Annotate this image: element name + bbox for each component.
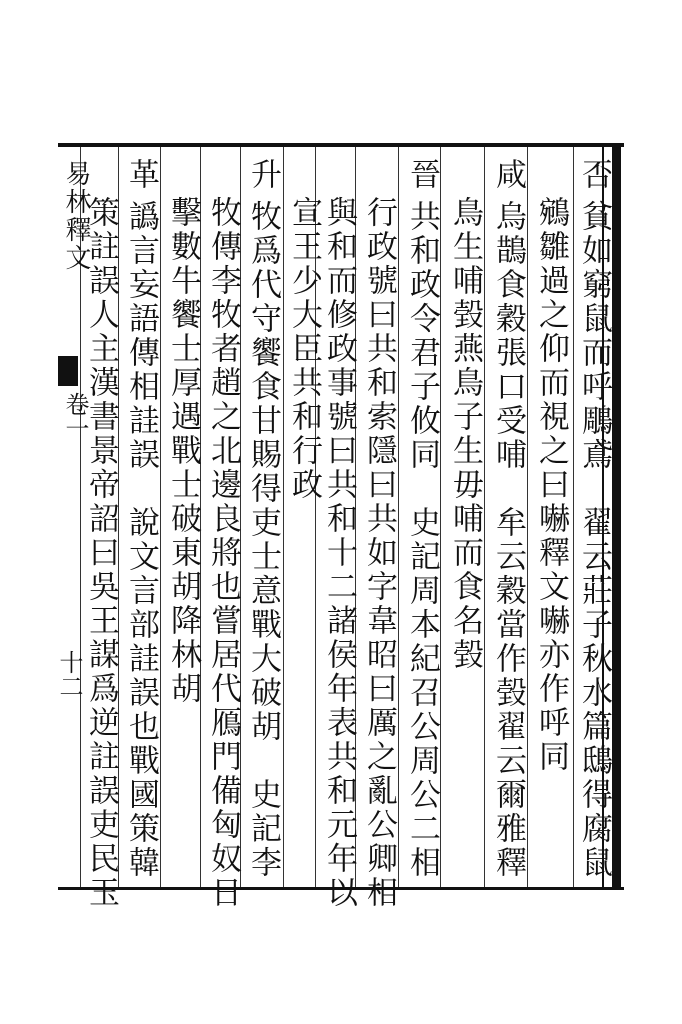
- column-rule: [484, 147, 485, 887]
- hexagram-heading: 革: [123, 158, 159, 192]
- text-column: [204, 196, 242, 910]
- text-column: [532, 196, 570, 774]
- hexagram-heading: 晉: [404, 158, 440, 192]
- column-text: 譌言妄語傳相詿誤 說文言部詿誤也戰國策韓: [123, 200, 159, 880]
- text-column: [164, 196, 202, 706]
- fishtail-mark: [58, 356, 78, 386]
- text-column: [285, 196, 323, 502]
- text-column: [446, 196, 484, 672]
- column-text: 擊數牛饗士厚遇戰士破東胡降林胡: [165, 196, 201, 706]
- margin-volume: 卷一: [61, 392, 89, 440]
- column-rule: [527, 147, 528, 887]
- hexagram-heading: 否: [576, 158, 612, 192]
- column-text: 烏鵲食穀張口受哺 牟云穀當作㲄翟云爾雅釋: [490, 200, 526, 880]
- column-text: 行政號曰共和索隱曰共如字韋昭曰厲之亂公卿相: [361, 196, 397, 910]
- column-rule: [283, 147, 284, 887]
- margin-book-title: 易林釋文: [61, 160, 91, 272]
- text-column: [575, 158, 613, 880]
- text-column: [122, 158, 160, 880]
- column-rule: [573, 147, 574, 887]
- hexagram-heading: 升: [245, 158, 281, 192]
- text-column: [320, 196, 358, 910]
- hexagram-heading: 咸: [490, 158, 526, 192]
- text-column: [360, 196, 398, 910]
- text-column: [82, 196, 120, 910]
- column-text: 宣王少大臣共和行政: [286, 196, 322, 502]
- column-text: 貧如窮鼠而呼鵰鳶 翟云莊子秋水篇鴟得腐鼠: [576, 200, 612, 880]
- frame-right-border: [612, 143, 621, 890]
- column-text: 鳥生哺㲄燕鳥子生毋哺而食名㲄: [447, 196, 483, 672]
- column-text: 與和而修政事號曰共和十二諸侯年表共和元年以: [321, 196, 357, 910]
- column-text: 策註誤人主漢書景帝詔曰吳王謀爲逆註誤吏民玉: [83, 196, 119, 910]
- column-rule: [398, 147, 399, 887]
- column-text: 牧傳李牧者趙之北邊良將也嘗居代鴈門備匈奴日: [205, 196, 241, 910]
- column-text: 共和政令君子攸同 史記周本紀召公周公二相: [404, 200, 440, 880]
- column-text: 牧爲代守饗食甘賜得吏士意戰大破胡 史記李: [245, 200, 281, 880]
- column-rule: [160, 147, 161, 887]
- text-column: [489, 158, 527, 880]
- text-column: [403, 158, 441, 880]
- text-column: [244, 158, 282, 880]
- frame-top-border: [58, 143, 624, 147]
- margin-page-number: 十二: [55, 650, 83, 698]
- column-text: 鵷雛過之仰而視之曰嚇釋文嚇亦作呼同: [533, 196, 569, 774]
